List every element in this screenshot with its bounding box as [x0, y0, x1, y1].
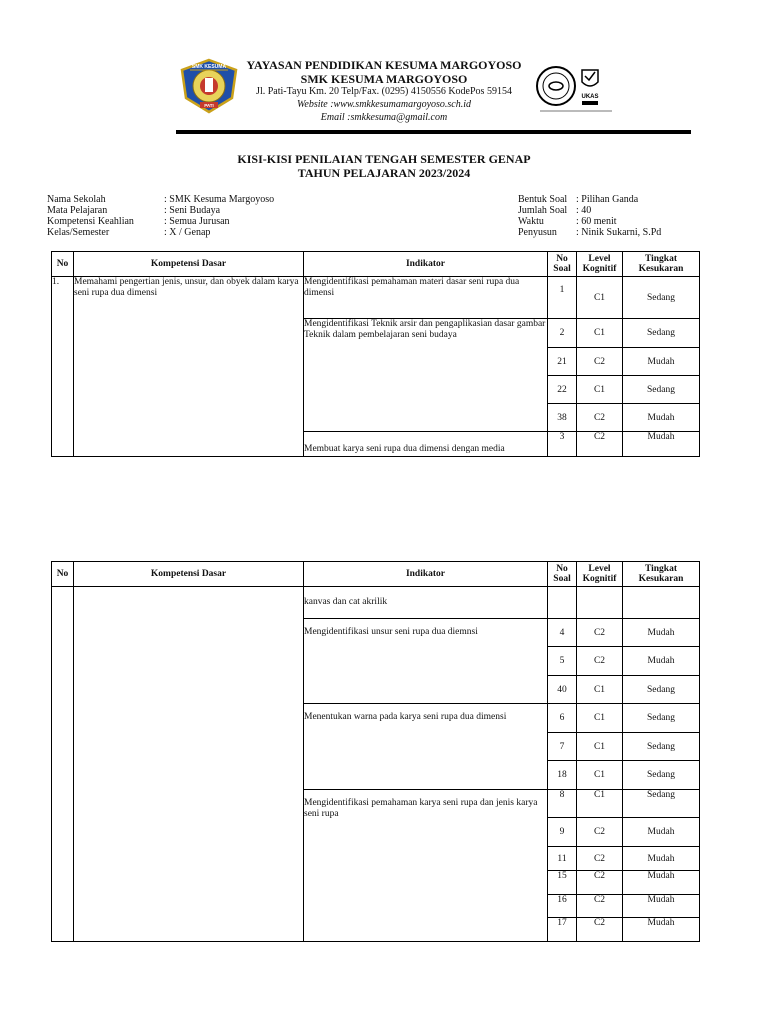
- info-label: Nama Sekolah: [47, 194, 106, 205]
- tingkat-value: Sedang: [623, 790, 700, 818]
- emblem-bottom-text: PATI: [204, 103, 214, 108]
- info-label: Kompetensi Keahlian: [47, 216, 134, 227]
- header-tingkat: Tingkat Kesukaran: [623, 562, 700, 587]
- kisi-table-2: [51, 561, 700, 942]
- header-tingkat: Tingkat Kesukaran: [623, 252, 700, 277]
- tingkat-value: Mudah: [623, 432, 700, 457]
- soal-number: 16: [548, 895, 577, 918]
- level-value: C2: [577, 895, 623, 918]
- header-no: No: [52, 562, 74, 587]
- indikator-text: Menentukan warna pada karya seni rupa dua dimensi: [304, 704, 548, 790]
- level-value: C1: [577, 277, 623, 319]
- level-value: C1: [577, 319, 623, 348]
- tingkat-value: Mudah: [623, 818, 700, 847]
- indikator-text: Membuat karya seni rupa dua dimensi dengan media: [304, 432, 548, 457]
- info-label: Jumlah Soal: [518, 205, 568, 216]
- level-value: C1: [577, 761, 623, 790]
- soal-number: 17: [548, 918, 577, 942]
- header-indikator: Indikator: [304, 562, 548, 587]
- cert-text: UKAS: [581, 94, 599, 100]
- tingkat-value: Mudah: [623, 895, 700, 918]
- soal-number: 2: [548, 319, 577, 348]
- soal-number: 7: [548, 733, 577, 761]
- tingkat-value: Mudah: [623, 871, 700, 895]
- letterhead-divider: [176, 130, 691, 134]
- header-no: No: [52, 252, 74, 277]
- header-no-soal: No Soal: [548, 252, 577, 277]
- level-value: C2: [577, 348, 623, 376]
- document-subtitle: TAHUN PELAJARAN 2023/2024: [297, 166, 471, 180]
- soal-number: 3: [548, 432, 577, 457]
- tingkat-value: Mudah: [623, 619, 700, 647]
- header-no-soal: No Soal: [548, 562, 577, 587]
- table-row: [52, 587, 700, 619]
- soal-number: 6: [548, 704, 577, 733]
- level-value: C2: [577, 818, 623, 847]
- header-level: Level Kognitif: [577, 562, 623, 587]
- level-value: C2: [577, 619, 623, 647]
- indikator-text: kanvas dan cat akrilik: [304, 587, 548, 619]
- tingkat-value: Sedang: [623, 676, 700, 704]
- soal-number: 11: [548, 847, 577, 871]
- level-value: C1: [577, 376, 623, 404]
- level-value: C2: [577, 647, 623, 676]
- soal-number: 4: [548, 619, 577, 647]
- header-kd: Kompetensi Dasar: [74, 252, 304, 277]
- level-value: C1: [577, 733, 623, 761]
- tingkat-value: Sedang: [623, 761, 700, 790]
- row-number: 1.: [52, 277, 74, 457]
- header-level: Level Kognitif: [577, 252, 623, 277]
- soal-number: 15: [548, 871, 577, 895]
- level-value: C2: [577, 432, 623, 457]
- info-value: : Semua Jurusan: [164, 216, 230, 227]
- level-empty: [577, 587, 623, 619]
- tingkat-value: Sedang: [623, 733, 700, 761]
- info-value: : X / Genap: [164, 227, 211, 238]
- info-right: [518, 194, 661, 238]
- info-value: : 60 menit: [576, 216, 617, 227]
- header-indikator: Indikator: [304, 252, 548, 277]
- indikator-text: Mengidentifikasi unsur seni rupa dua diemnsi: [304, 619, 548, 704]
- info-label: Mata Pelajaran: [47, 205, 108, 216]
- info-label: Waktu: [518, 216, 544, 227]
- soal-number: 22: [548, 376, 577, 404]
- info-value: : SMK Kesuma Margoyoso: [164, 194, 275, 205]
- indikator-text: Mengidentifikasi pemahaman materi dasar seni rupa dua dimensi: [304, 277, 548, 319]
- level-value: C1: [577, 790, 623, 818]
- level-value: C2: [577, 847, 623, 871]
- emblem-text: SMK KESUMA: [191, 64, 227, 70]
- kd-text: Memahami pengertian jenis, unsur, dan obyek dalam karya seni rupa dua dimensi: [74, 277, 304, 457]
- info-label: Bentuk Soal: [518, 194, 568, 205]
- table-row: [52, 277, 700, 319]
- soal-number: 1: [548, 277, 577, 319]
- level-value: C2: [577, 404, 623, 432]
- tingkat-value: Mudah: [623, 348, 700, 376]
- header-kd: Kompetensi Dasar: [74, 562, 304, 587]
- document-title: KISI-KISI PENILAIAN TENGAH SEMESTER GENAP: [237, 152, 531, 166]
- row-number-empty: [52, 587, 74, 942]
- tingkat-value: Sedang: [623, 704, 700, 733]
- info-label: Kelas/Semester: [47, 227, 110, 238]
- kd-empty: [74, 587, 304, 942]
- soal-number: 18: [548, 761, 577, 790]
- tingkat-value: Mudah: [623, 404, 700, 432]
- level-value: C1: [577, 704, 623, 733]
- info-value: : Ninik Sukarni, S.Pd: [576, 227, 662, 238]
- tingkat-value: Sedang: [623, 277, 700, 319]
- school-address: Jl. Pati-Tayu Km. 20 Telp/Fax. (0295) 4150556 KodePos 59154: [256, 86, 512, 97]
- school-name: SMK KESUMA MARGOYOSO: [300, 72, 468, 86]
- level-value: C2: [577, 871, 623, 895]
- certification-logo: [536, 62, 646, 118]
- tingkat-value: Mudah: [623, 918, 700, 942]
- tingkat-value: Mudah: [623, 647, 700, 676]
- info-value: : Pilihan Ganda: [576, 194, 639, 205]
- tingkat-value: Sedang: [623, 319, 700, 348]
- level-value: C1: [577, 676, 623, 704]
- soal-number: 38: [548, 404, 577, 432]
- info-value: : Seni Budaya: [164, 205, 221, 216]
- soal-number: 5: [548, 647, 577, 676]
- soal-number: 9: [548, 818, 577, 847]
- school-email: Email :smkkesuma@gmail.com: [320, 112, 448, 123]
- info-label: Penyusun: [518, 227, 557, 238]
- soal-number: 8: [548, 790, 577, 818]
- info-left: [47, 194, 274, 238]
- tingkat-value: Sedang: [623, 376, 700, 404]
- school-website: Website :www.smkkesumamargoyoso.sch.id: [296, 99, 472, 110]
- kisi-table-1: [51, 251, 700, 457]
- tingkat-empty: [623, 587, 700, 619]
- tingkat-value: Mudah: [623, 847, 700, 871]
- soal-number: 21: [548, 348, 577, 376]
- indikator-text: Mengidentifikasi Teknik arsir dan pengaplikasian dasar gambar Teknik dalam pembelajaran seni budaya: [304, 319, 548, 432]
- foundation-name: YAYASAN PENDIDIKAN KESUMA MARGOYOSO: [246, 58, 522, 72]
- soal-empty: [548, 587, 577, 619]
- indikator-text: Mengidentifikasi pemahaman karya seni rupa dan jenis karya seni rupa: [304, 790, 548, 942]
- level-value: C2: [577, 918, 623, 942]
- soal-number: 40: [548, 676, 577, 704]
- info-value: : 40: [576, 205, 592, 216]
